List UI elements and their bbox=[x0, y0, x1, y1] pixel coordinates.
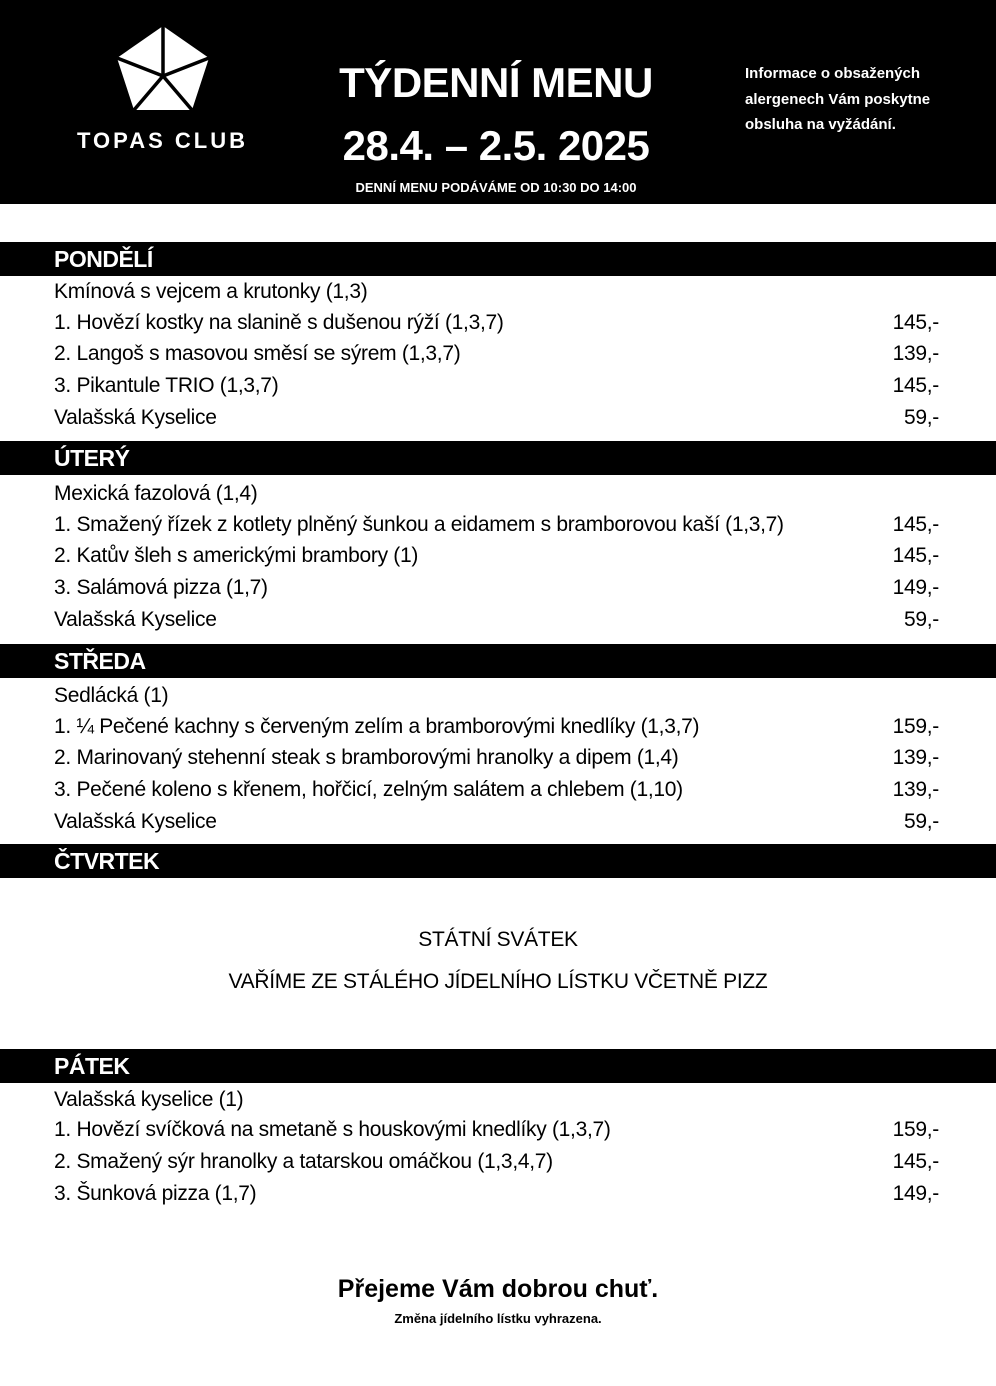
topas-club-logo bbox=[60, 22, 265, 162]
dish-price: 145,- bbox=[892, 311, 939, 334]
menu-item bbox=[54, 479, 939, 509]
menu-item bbox=[54, 339, 939, 369]
dish-price: 59,- bbox=[904, 810, 939, 833]
holiday-subnotice: VAŘÍME ZE STÁLÉHO JÍDELNÍHO LÍSTKU VČETNĚ PIZZ bbox=[228, 970, 768, 993]
dish-price: 159,- bbox=[892, 1118, 939, 1141]
dish-price: 145,- bbox=[892, 544, 939, 567]
allergen-info bbox=[745, 61, 975, 138]
dish-name: 2. Marinovaný stehenní steak s bramborovými hranolky a dipem (1,4) bbox=[54, 746, 679, 769]
dish-name: Valašská Kyselice bbox=[54, 406, 217, 429]
allergen-line: obsluha na vyžádání. bbox=[745, 116, 896, 133]
dish-name: 2. Langoš s masovou směsí se sýrem (1,3,7) bbox=[54, 342, 461, 365]
menu-dates: 28.4. – 2.5. 2025 bbox=[342, 122, 650, 169]
dish-price: 159,- bbox=[892, 715, 939, 738]
dish-name: 2. Katův šleh s americkými brambory (1) bbox=[54, 544, 419, 567]
menu-item bbox=[54, 1085, 939, 1115]
dish-name: 1. Hovězí kostky na slanině s dušenou rýží (1,3,7) bbox=[54, 311, 504, 334]
menu-item bbox=[54, 403, 939, 433]
serving-hours: DENNÍ MENU PODÁVÁME OD 10:30 DO 14:00 bbox=[355, 180, 637, 195]
dish-name: 1. Hovězí svíčková na smetaně s houskovými knedlíky (1,3,7) bbox=[54, 1118, 611, 1141]
dish-name: Mexická fazolová (1,4) bbox=[54, 482, 258, 505]
dish-name: 3. Pikantule TRIO (1,3,7) bbox=[54, 374, 279, 397]
day-name: PONDĚLÍ bbox=[54, 246, 153, 272]
day-name: PÁTEK bbox=[54, 1053, 130, 1079]
dish-name: Valašská kyselice (1) bbox=[54, 1088, 244, 1111]
day-bar-tuesday bbox=[0, 441, 996, 475]
footer-wish: Přejeme Vám dobrou chuť. bbox=[337, 1275, 659, 1303]
day-bar-thursday bbox=[0, 844, 996, 878]
menu-item bbox=[54, 277, 939, 307]
dish-name: Valašská Kyselice bbox=[54, 810, 217, 833]
menu-item bbox=[54, 1147, 939, 1177]
dish-price: 59,- bbox=[904, 406, 939, 429]
dish-name: Valašská Kyselice bbox=[54, 608, 217, 631]
menu-item bbox=[54, 1115, 939, 1145]
menu-item bbox=[54, 573, 939, 603]
menu-item bbox=[54, 775, 939, 805]
menu-item bbox=[54, 743, 939, 773]
dish-price: 139,- bbox=[892, 342, 939, 365]
menu-item bbox=[54, 1179, 939, 1209]
day-name: ČTVRTEK bbox=[54, 848, 160, 874]
dish-name: 3. Šunková pizza (1,7) bbox=[54, 1182, 257, 1205]
allergen-line: alergenech Vám poskytne bbox=[745, 90, 931, 108]
menu-item bbox=[54, 807, 939, 837]
dish-price: 139,- bbox=[892, 778, 939, 801]
dish-name: Kmínová s vejcem a krutonky (1,3) bbox=[54, 280, 368, 303]
menu-item bbox=[54, 371, 939, 401]
menu-item bbox=[54, 681, 939, 711]
dish-name: 3. Salámová pizza (1,7) bbox=[54, 576, 268, 599]
dish-name: 3. Pečené koleno s křenem, hořčicí, zelným salátem a chlebem (1,10) bbox=[54, 778, 683, 801]
dish-name: 1. Smažený řízek z kotlety plněný šunkou a eidamem s bramborovou kaší (1,3,7) bbox=[54, 513, 784, 536]
day-bar-friday bbox=[0, 1049, 996, 1083]
dish-price: 145,- bbox=[892, 513, 939, 536]
day-name: ÚTERÝ bbox=[54, 445, 130, 471]
dish-name: Sedlácká (1) bbox=[54, 684, 169, 707]
dish-price: 139,- bbox=[892, 746, 939, 769]
dish-name: 2. Smažený sýr hranolky a tatarskou omáčkou (1,3,4,7) bbox=[54, 1150, 553, 1173]
dish-price: 145,- bbox=[892, 1150, 939, 1173]
footer-note: Změna jídelního lístku vyhrazena. bbox=[394, 1311, 602, 1326]
day-name: STŘEDA bbox=[54, 648, 146, 674]
menu-item bbox=[54, 308, 939, 338]
menu-item bbox=[54, 541, 939, 571]
holiday-notice: STÁTNÍ SVÁTEK bbox=[418, 928, 578, 951]
day-bar-monday bbox=[0, 242, 996, 276]
menu-item bbox=[54, 712, 939, 742]
menu-item bbox=[54, 605, 939, 635]
logo-text: TOPAS CLUB bbox=[77, 128, 248, 153]
page-title: TÝDENNÍ MENU bbox=[339, 59, 653, 106]
allergen-line: Informace o obsažených bbox=[745, 65, 921, 82]
dish-price: 145,- bbox=[892, 374, 939, 397]
menu-item bbox=[54, 510, 939, 540]
dish-price: 59,- bbox=[904, 608, 939, 631]
pentagon-star-icon bbox=[113, 22, 213, 114]
dish-name: 1. ¼ Pečené kachny s červeným zelím a bramborovými knedlíky (1,3,7) bbox=[54, 715, 700, 738]
dish-price: 149,- bbox=[892, 576, 939, 599]
day-bar-wednesday bbox=[0, 644, 996, 678]
header-banner bbox=[0, 0, 996, 204]
dish-price: 149,- bbox=[892, 1182, 939, 1205]
